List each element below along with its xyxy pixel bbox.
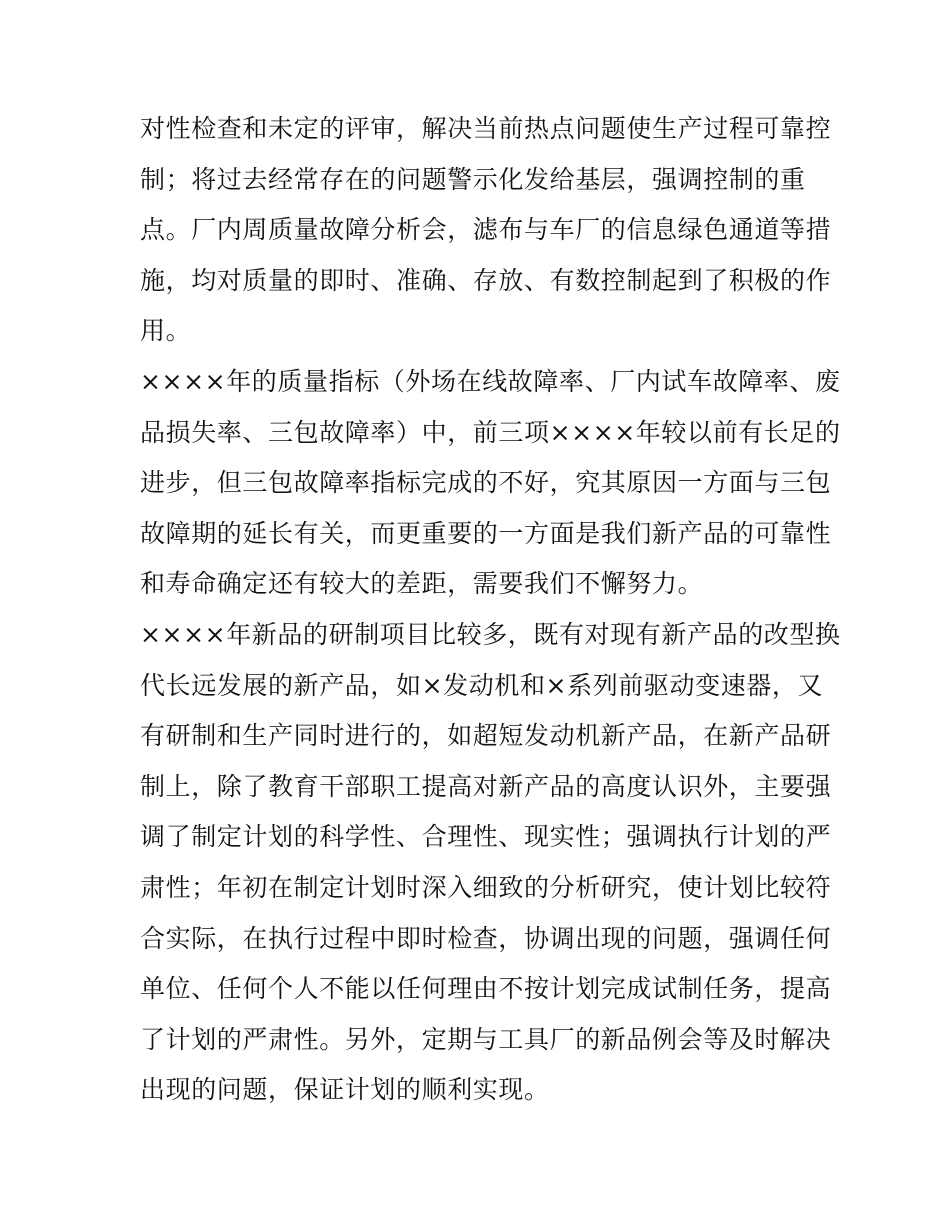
text-line: 施，均对质量的即时、准确、存放、有数控制起到了积极的作 — [140, 265, 832, 295]
text-line: 对性检查和未定的评审，解决当前热点问题使生产过程可靠控 — [140, 114, 832, 143]
text-line: 进步，但三包故障率指标完成的不好，究其原因一方面与三包 — [140, 468, 832, 498]
text-line: 单位、任何个人不能以任何理由不按计划完成试制任务，提高 — [140, 974, 832, 1004]
text-line: 有研制和生产同时进行的，如超短发动机新产品，在新产品研 — [140, 721, 832, 751]
text-line: 调了制定计划的科学性、合理性、现实性；强调执行计划的严 — [140, 822, 832, 852]
text-line: 用。 — [140, 316, 192, 346]
text-line: 出现的问题，保证计划的顺利实现。 — [140, 1075, 550, 1105]
text-line: ××××年的质量指标（外场在线故障率、厂内试车故障率、废 — [140, 366, 841, 396]
text-line: 肃性；年初在制定计划时深入细致的分析研究，使计划比较符 — [140, 872, 832, 902]
text-line: 制上，除了教育干部职工提高对新产品的高度认识外，主要强 — [140, 771, 832, 801]
text-line: 了计划的严肃性。另外，定期与工具厂的新品例会等及时解决 — [140, 1024, 832, 1054]
text-line: 代长远发展的新产品，如×发动机和×系列前驱动变速器，又 — [140, 670, 824, 700]
text-line: 品损失率、三包故障率）中，前三项××××年较以前有长足的 — [140, 417, 841, 447]
body-text — [140, 104, 841, 1116]
text-line: 点。厂内周质量故障分析会，滤布与车厂的信息绿色通道等措 — [140, 215, 832, 245]
text-line: 制；将过去经常存在的问题警示化发给基层，强调控制的重 — [140, 164, 806, 194]
text-line: ××××年新品的研制项目比较多，既有对现有新产品的改型换 — [140, 619, 841, 649]
text-line: 和寿命确定还有较大的差距，需要我们不懈努力。 — [140, 569, 704, 599]
text-line: 合实际，在执行过程中即时检查，协调出现的问题，强调任何 — [140, 923, 832, 953]
text-line: 故障期的延长有关，而更重要的一方面是我们新产品的可靠性 — [140, 518, 832, 548]
